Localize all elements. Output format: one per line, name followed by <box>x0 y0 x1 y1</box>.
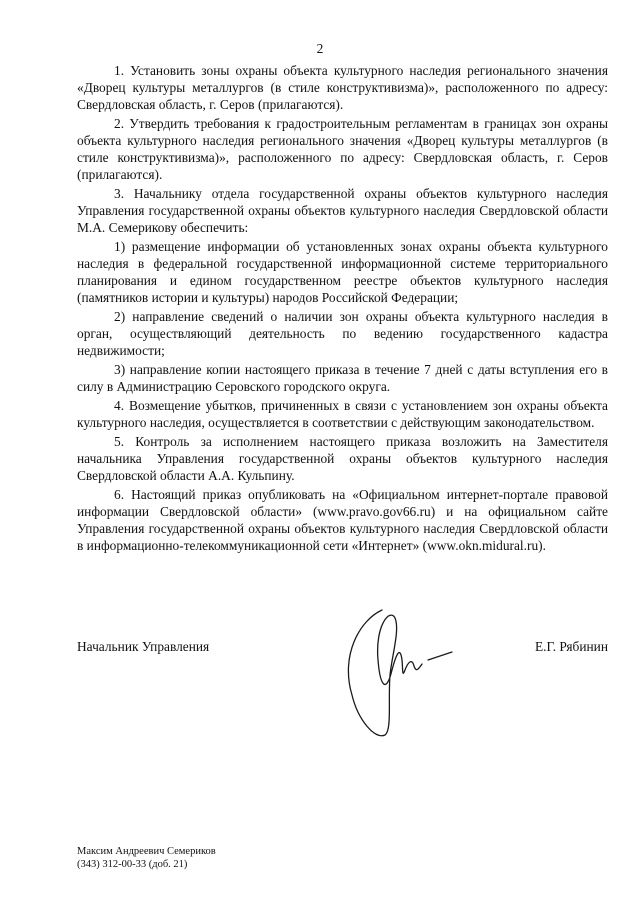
paragraph-2: 2. Утвердить требования к градостроительным регламентам в границах зон охраны объекта культурного наследия регионального значения «Дворец культуры металлургов (в стиле конструктивизма)», расположенного по адресу: Свердловская область, г. Серов (прилагаются). <box>77 116 608 182</box>
subitem-2: 2) направление сведений о наличии зон охраны объекта культурного наследия в орган, осуществляющий деятельность по ведению государственного кадастра недвижимости; <box>77 309 608 358</box>
paragraph-1: 1. Установить зоны охраны объекта культурного наследия регионального значения «Дворец культуры металлургов (в стиле конструктивизма)», расположенного по адресу: Свердловская область, г. Серов (прилагаются). <box>77 63 608 112</box>
signature-row <box>77 638 608 658</box>
subitem-3: 3) направление копии настоящего приказа в течение 7 дней с даты вступления его в силу в Администрацию Серовского городского округа. <box>77 362 608 394</box>
paragraph-4: 4. Возмещение убытков, причиненных в связи с установлением зон охраны объекта культурного наследия, осуществляется в соответствии с действующим законодательством. <box>77 398 608 430</box>
footer-contact <box>77 845 216 871</box>
document-body <box>77 62 608 556</box>
paragraph-6: 6. Настоящий приказ опубликовать на «Официальном интернет-портале правовой информации Свердловской области» (www.pravo.gov66.ru) и на официальном сайте Управления государственной охраны объектов культурного наследия Свердловской области в информационно-телекоммуникационной сети «Интернет» (www.okn.midural.ru). <box>77 487 608 553</box>
signer-position: Начальник Управления <box>77 639 210 654</box>
footer-author: Максим Андреевич Семериков <box>77 846 216 857</box>
handwritten-signature <box>330 600 470 750</box>
footer-phone: (343) 312-00-33 (доб. 21) <box>77 859 188 870</box>
signer-name: Е.Г. Рябинин <box>534 639 608 654</box>
paragraph-3: 3. Начальнику отдела государственной охраны объектов культурного наследия Управления государственной охраны объектов культурного наследия Свердловской области М.А. Семерикову обеспечить: <box>77 186 608 235</box>
paragraph-5: 5. Контроль за исполнением настоящего приказа возложить на Заместителя начальника Управления государственной охраны объектов культурного наследия Свердловской области А.А. Кульпину. <box>77 434 608 483</box>
subitem-1: 1) размещение информации об установленных зонах охраны объекта культурного наследия в федеральной государственной информационной системе территориального планирования и едином государственном реестре объектов культурного наследия (памятников истории и культуры) народов Российской Федерации; <box>77 239 608 305</box>
page-number: 2 <box>316 41 324 56</box>
